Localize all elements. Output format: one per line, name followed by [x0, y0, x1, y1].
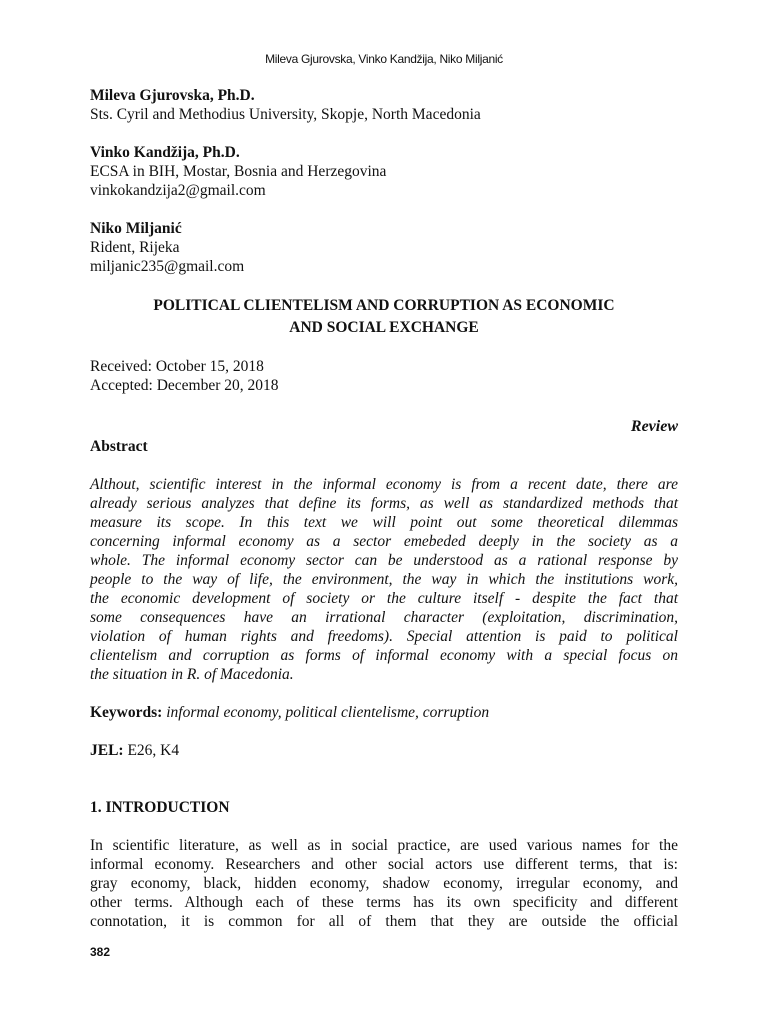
body-line: In scientific literature, as well as in social practice, are used various names for the: [90, 837, 678, 854]
abstract-line: the economic development of society or the culture itself - despite the fact that: [90, 590, 678, 607]
abstract-line: clientelism and corruption as forms of informal economy with a special focus on: [90, 647, 678, 664]
author-affiliation: Sts. Cyril and Methodius University, Skopje, North Macedonia: [90, 106, 481, 123]
running-header: Mileva Gjurovska, Vinko Kandžija, Niko Miljanić: [265, 52, 503, 66]
dates: [90, 357, 678, 395]
keywords: [90, 703, 678, 722]
abstract-line: concerning informal economy as a sector emebeded deeply in the society as a: [90, 533, 678, 550]
author-affiliation: ECSA in BIH, Mostar, Bosnia and Herzegovina: [90, 163, 387, 180]
abstract-line: some consequences have an irrational character (exploitation, discrimination,: [90, 609, 678, 626]
page-number: 382: [90, 945, 111, 959]
abstract-line: violation of human rights and freedoms). Special attention is paid to political: [90, 628, 678, 645]
abstract-line: people to the way of life, the environment, the way in which the institutions work,: [90, 571, 678, 588]
author-block: [90, 143, 678, 200]
author-name: Niko Miljanić: [90, 220, 182, 237]
keywords-label: Keywords:: [90, 704, 163, 721]
author-name: Vinko Kandžija, Ph.D.: [90, 144, 240, 161]
paper-title: [90, 295, 678, 339]
abstract-line: the situation in R. of Macedonia.: [90, 666, 294, 683]
accepted-date: Accepted: December 20, 2018: [90, 377, 279, 394]
jel-codes: [90, 741, 678, 760]
body-line: connotation, it is common for all of them that they are outside the official: [90, 913, 678, 930]
abstract-heading: Abstract: [90, 438, 148, 455]
jel-label: JEL:: [90, 742, 124, 759]
body-line: informal economy. Researchers and other social actors use different terms, that is:: [90, 856, 678, 873]
abstract-line: already serious analyzes that define its forms, as well as standardized methods that: [90, 495, 678, 512]
abstract-line: whole. The informal economy sector can be understood as a rational response by: [90, 552, 678, 569]
abstract-text: [90, 475, 678, 684]
keywords-value: informal economy, political clientelisme, corruption: [166, 704, 490, 721]
section-heading: 1. INTRODUCTION: [90, 799, 230, 816]
introduction-text: [90, 836, 678, 931]
body-line: other terms. Although each of these terms has its own specificity and different: [90, 894, 678, 911]
author-affiliation: Rident, Rijeka: [90, 239, 180, 256]
abstract-line: Althout, scientific interest in the informal economy is from a recent date, there are: [90, 476, 678, 493]
author-email: vinkokandzija2@gmail.com: [90, 182, 266, 199]
received-date: Received: October 15, 2018: [90, 358, 264, 375]
article-type: Review: [630, 418, 678, 435]
author-block: [90, 219, 678, 276]
article-content: [90, 86, 678, 931]
author-block: [90, 86, 678, 124]
title-line: AND SOCIAL EXCHANGE: [289, 319, 479, 336]
author-name: Mileva Gjurovska, Ph.D.: [90, 87, 255, 104]
title-line: POLITICAL CLIENTELISM AND CORRUPTION AS ECONOMIC: [153, 297, 615, 314]
body-line: gray economy, black, hidden economy, shadow economy, irregular economy, and: [90, 875, 678, 892]
abstract-line: measure its scope. In this text we will point out some theoretical dilemmas: [90, 514, 678, 531]
jel-value: E26, K4: [127, 742, 180, 759]
author-email: miljanic235@gmail.com: [90, 258, 245, 275]
